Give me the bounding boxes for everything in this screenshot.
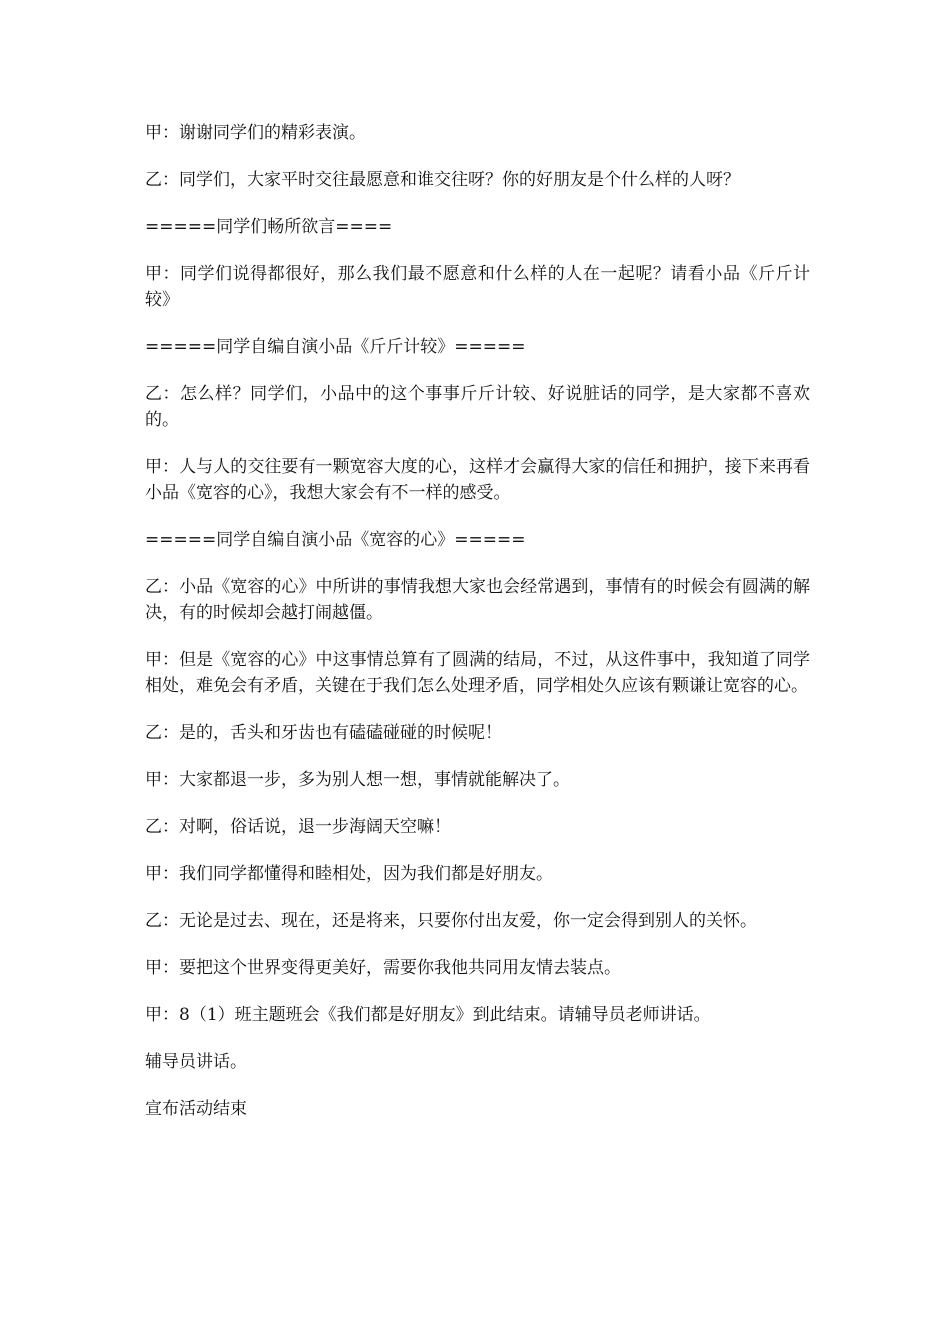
paragraph-teeth-tongue: 乙：是的，舌头和牙齿也有磕磕碰碰的时候呢！ [145,723,502,743]
paragraph-sketch-1-marker: =====同学自编自演小品《斤斤计较》===== [145,337,526,357]
paragraph-discussion-marker: =====同学们畅所欲言==== [145,217,393,237]
paragraph-resolution: 甲：但是《宽容的心》中这事情总算有了圆满的结局，不过，从这件事中，我知道了同学相处，难免会有矛盾，关键在于我们怎么处理矛盾，同学相处久应该有颗谦让宽容的心。 [145,650,810,696]
paragraph-who-to-befriend: 乙：同学们，大家平时交往最愿意和谁交往呀？你的好朋友是个什么样的人呀？ [145,170,740,190]
paragraph-intro-sketch-1: 甲：同学们说得都很好，那么我们最不愿意和什么样的人在一起呢？请看小品《斤斤计较》 [145,264,810,310]
paragraph-step-back: 甲：大家都退一步，多为别人想一想，事情就能解决了。 [145,770,570,790]
paragraph-harmony: 甲：我们同学都懂得和睦相处，因为我们都是好朋友。 [145,864,553,884]
paragraph-friendship-care: 乙：无论是过去、现在，还是将来，只要你付出友爱，你一定会得到别人的关怀。 [145,911,757,931]
paragraph-counselor-speech: 辅导员讲话。 [145,1052,247,1072]
document-body [145,120,810,1143]
paragraph-better-world: 甲：要把这个世界变得更美好，需要你我他共同用友情去装点。 [145,958,621,978]
paragraph-thanks-performance: 甲：谢谢同学们的精彩表演。 [145,123,366,143]
paragraph-intro-sketch-2: 甲：人与人的交往要有一颗宽容大度的心，这样才会赢得大家的信任和拥护，接下来再看小品《宽容的心》，我想大家会有不一样的感受。 [145,457,810,503]
paragraph-meeting-close: 甲：8（1）班主题班会《我们都是好朋友》到此结束。请辅导员老师讲话。 [145,1005,711,1025]
paragraph-sketch-1-comment: 乙：怎么样？同学们，小品中的这个事事斤斤计较、好说脏话的同学，是大家都不喜欢的。 [145,384,810,430]
paragraph-sketch-2-marker: =====同学自编自演小品《宽容的心》===== [145,530,526,550]
paragraph-end-announcement: 宣布活动结束 [145,1099,247,1119]
paragraph-sketch-2-comment: 乙：小品《宽容的心》中所讲的事情我想大家也会经常遇到，事情有的时候会有圆满的解决，有的时候却会越打闹越僵。 [145,577,810,623]
paragraph-proverb: 乙：对啊，俗话说，退一步海阔天空嘛！ [145,817,451,837]
